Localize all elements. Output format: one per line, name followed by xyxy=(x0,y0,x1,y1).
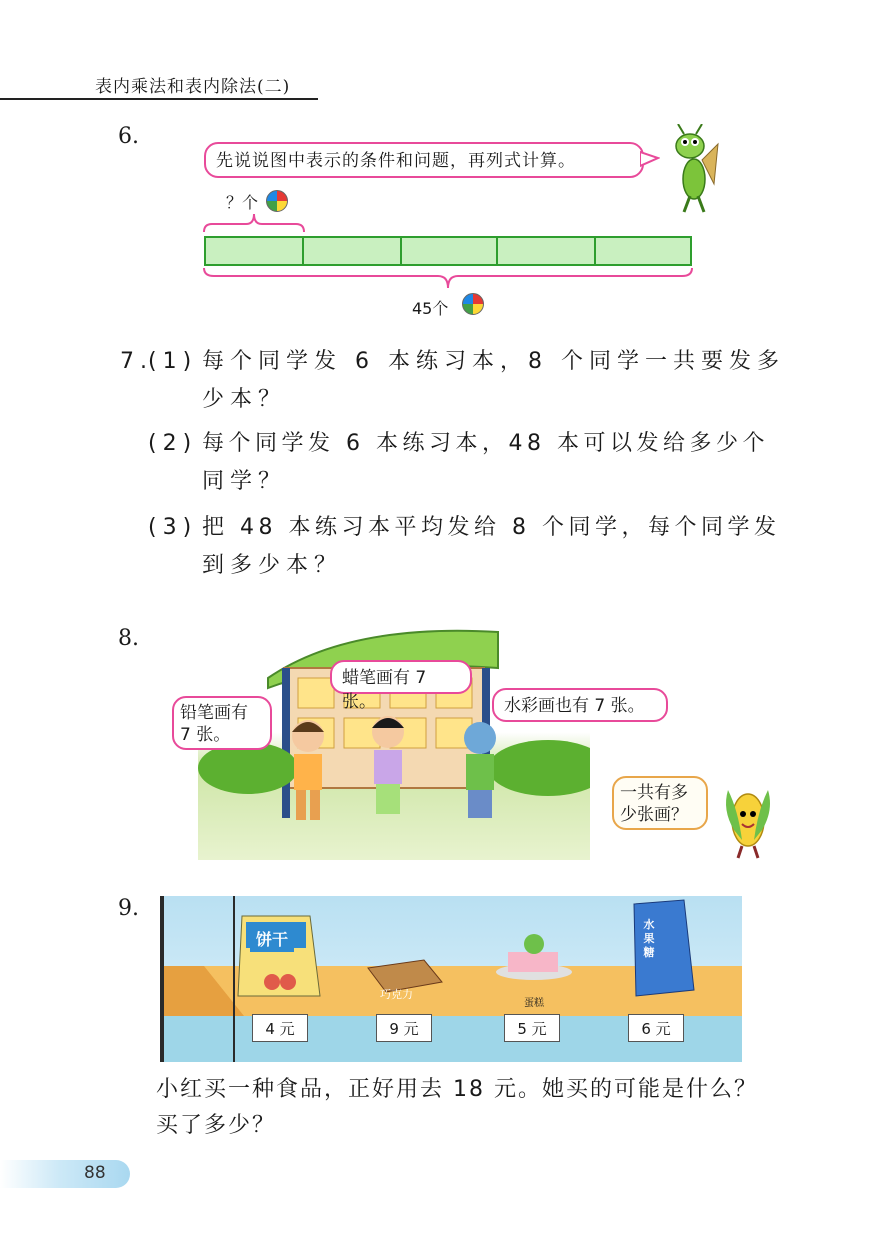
page-number: 88 xyxy=(84,1163,106,1183)
q7-part3-number: (3) xyxy=(148,515,198,540)
price-tag-cookies: 4 元 xyxy=(252,1014,308,1042)
watercolor-bubble-text: 水彩画也有 7 张。 xyxy=(504,696,645,716)
bubble-tail-icon xyxy=(640,148,660,172)
chapter-title: 表内乘法和表内除法(二) xyxy=(95,77,291,97)
candy-label xyxy=(640,918,658,960)
pencil-bubble xyxy=(172,696,272,750)
q7-part3-line1: 把 48 本练习本平均发给 8 个同学，每个同学发 xyxy=(202,515,781,540)
pencil-bubble-line2: 7 张。 xyxy=(180,725,231,745)
crayon-bubble xyxy=(330,660,472,712)
candy-label-char-1: 水 xyxy=(643,918,655,931)
bar-segment xyxy=(594,236,692,266)
q7-part2-line1: 每个同学发 6 本练习本，48 本可以发给多少个 xyxy=(202,431,769,456)
price-tag-cake: 5 元 xyxy=(504,1014,560,1042)
q9-text-line2: 买了多少？ xyxy=(156,1113,277,1138)
question-6-number: 6. xyxy=(118,124,139,149)
question-bubble xyxy=(612,776,708,830)
price-tag-chocolate: 9 元 xyxy=(376,1014,432,1042)
question-bubble-line2: 少张画？ xyxy=(620,805,688,825)
q7-part3-line2: 到多少本？ xyxy=(202,553,343,578)
price-tag-candy: 6 元 xyxy=(628,1014,684,1042)
header-rule xyxy=(0,98,318,100)
question-7-number: 7. xyxy=(120,349,153,374)
cookies-label: 饼干 xyxy=(250,928,294,952)
bar-segment xyxy=(400,236,498,266)
q7-part1-line1: 每个同学发 6 本练习本，8 个同学一共要发多 xyxy=(202,349,785,374)
q6-instruction-text: 先说说图中表示的条件和问题，再列式计算。 xyxy=(216,151,576,171)
bar-segment xyxy=(204,236,304,266)
q6-bottom-label: 45个 xyxy=(412,299,449,318)
bar-segment xyxy=(302,236,402,266)
q7-part2-number: (2) xyxy=(148,431,198,456)
chocolate-label: 巧克力 xyxy=(380,988,413,1001)
page-number-tab xyxy=(0,1160,130,1188)
corn-mascot-icon xyxy=(712,780,782,860)
grasshopper-mascot-icon xyxy=(664,124,724,216)
top-brace xyxy=(202,212,306,234)
candy-label-char-3: 糖 xyxy=(643,946,655,959)
bottom-brace xyxy=(202,266,694,292)
ball-icon xyxy=(266,190,288,212)
question-bubble-line1: 一共有多 xyxy=(620,783,688,803)
question-8-number: 8. xyxy=(118,626,139,651)
watercolor-bubble xyxy=(492,688,668,722)
cake-label: 蛋糕 xyxy=(524,998,544,1009)
q9-text-line1: 小红买一种食品，正好用去 18 元。她买的可能是什么？ xyxy=(156,1077,758,1102)
crayon-bubble-text: 蜡笔画有 7 张。 xyxy=(342,668,427,712)
question-9-number: 9. xyxy=(118,896,139,921)
bar-segment xyxy=(496,236,596,266)
q7-part1-number: (1) xyxy=(148,349,198,374)
ball-icon xyxy=(462,293,484,315)
q7-part2-line2: 同学？ xyxy=(202,469,287,494)
q7-part1-line2: 少本？ xyxy=(202,387,287,412)
q6-top-label: ？个 xyxy=(226,193,259,212)
candy-label-char-2: 果 xyxy=(643,932,655,945)
q6-instruction-bubble xyxy=(204,142,644,178)
pencil-bubble-line1: 铅笔画有 xyxy=(180,703,248,723)
